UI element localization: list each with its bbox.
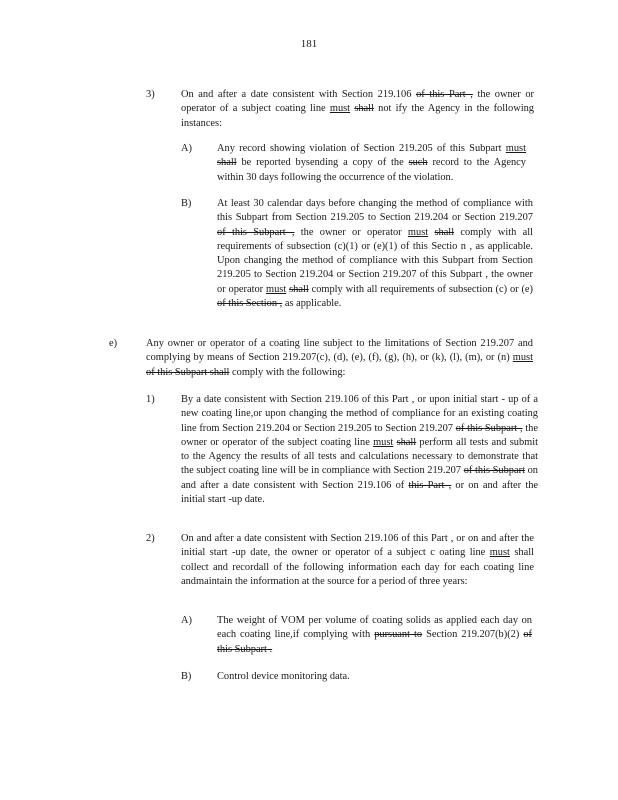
deleted-text: of this Subpart: [463, 465, 525, 477]
item-text: [217, 142, 526, 185]
deleted-text: this Part ,: [408, 479, 452, 491]
deleted-text: of this Subpart shall: [146, 366, 230, 378]
deleted-text: shall: [217, 157, 237, 169]
item-label: B): [181, 671, 192, 682]
text-run: be reported bysending a copy of the: [236, 157, 409, 169]
deleted-text: of this Part ,: [416, 89, 473, 100]
item-text: [217, 670, 532, 684]
item-text: [217, 197, 533, 311]
deleted-text: of this Subpart ,: [217, 226, 295, 238]
text-run: comply with all requirements of subsection (c) or (e): [308, 283, 533, 295]
inserted-text: must: [329, 103, 351, 115]
page-number: 181: [300, 38, 318, 50]
inserted-text: must: [505, 143, 526, 154]
inserted-text: must: [512, 352, 533, 364]
item-text: [181, 393, 538, 507]
item-label: e): [109, 338, 118, 349]
text-run: on and after a date consistent with Section 219.106 of: [181, 465, 538, 491]
deleted-text: of this Subpart ,: [455, 422, 523, 434]
text-run: or on and after the initial start -up date.: [181, 479, 539, 506]
deleted-text: shall: [434, 226, 455, 238]
deleted-text: shall: [354, 103, 374, 115]
text-run: as applicable.: [282, 298, 342, 310]
text-run: On and after a date consistent with Section 219.106: [181, 89, 417, 100]
text-run: The weight of VOM per volume of coating solids as applied each day on each coating line,if complying with: [217, 615, 532, 641]
deleted-text: such: [408, 157, 428, 169]
inserted-text: must: [266, 283, 287, 295]
text-run: shall collect and recordall of the following information each day for each coating line andmaintain the information at the source for a period of three years:: [181, 547, 534, 587]
deleted-text: shall: [289, 283, 309, 295]
item-label: 1): [146, 394, 155, 405]
item-label: B): [181, 198, 192, 209]
text-run: Any owner or operator of a coating line subject to the limitations of Section 219.207 and complying by means of Section 219.207(c), (d), (e), (f), (g), (h), or (k), (l), (m), or (n): [146, 338, 533, 364]
item-text: [217, 614, 532, 657]
item-label: 2): [146, 533, 155, 544]
text-run: the owner or operator of a subject coating line: [181, 89, 535, 115]
text-run: perform all tests and submit to the Agency the results of all tests and calculations necessary to demonstrate that the subject coating line will be in compliance with Section 219.207: [181, 436, 538, 477]
text-run: On and after a date consistent with Section 219.106 of this Part , or on and after the initial start -up date, the owner or operator of a subject c oating line: [181, 533, 534, 559]
item-label: A): [181, 143, 192, 154]
deleted-text: pursuant to: [374, 629, 423, 641]
item-label: 3): [146, 89, 155, 100]
item-label: A): [181, 615, 192, 626]
text-run: At least 30 calendar days before changing the method of compliance with this Subpart from Section 219.205 to Section 219.204 or Section 219.207: [217, 198, 533, 224]
text-run: comply with the following:: [229, 366, 346, 378]
item-text: [181, 532, 534, 589]
inserted-text: must: [407, 226, 429, 238]
text-run: Section 219.207(b)(2): [422, 629, 524, 641]
item-text: [181, 88, 534, 131]
item-text: [146, 337, 533, 380]
inserted-text: must: [489, 547, 510, 559]
text-run: record to the Agency within 30 days following the occurrence of the violation.: [217, 157, 526, 183]
deleted-text: of this Subpart .: [217, 629, 533, 655]
text-run: Control device monitoring data.: [217, 671, 350, 682]
deleted-text: of this Section ,: [217, 298, 283, 310]
text-run: comply with all requirements of subsection (c)(1) or (e)(1) of this Sectio n , as applicable. Upon changing the method of compliance with this Subpart from Section 219.205 to Section 219.204 or Section 219.207 of this Subpart , the owner or operator: [217, 226, 533, 295]
text-run: not ify the Agency in the following instances:: [181, 103, 534, 129]
inserted-text: must: [373, 436, 394, 448]
text-run: the owner or operator: [294, 226, 408, 238]
text-run: the owner or operator of the subject coating line: [181, 422, 538, 448]
deleted-text: shall: [396, 436, 417, 448]
text-run: Any record showing violation of Section 219.205 of this Subpart: [217, 143, 506, 154]
text-run: By a date consistent with Section 219.106 of this Part , or upon initial start - up of a new coating line,or upon changing the method of compliance for an existing coating line from Section 219.204 or Section 219.205 to Section 219.207: [181, 394, 538, 434]
